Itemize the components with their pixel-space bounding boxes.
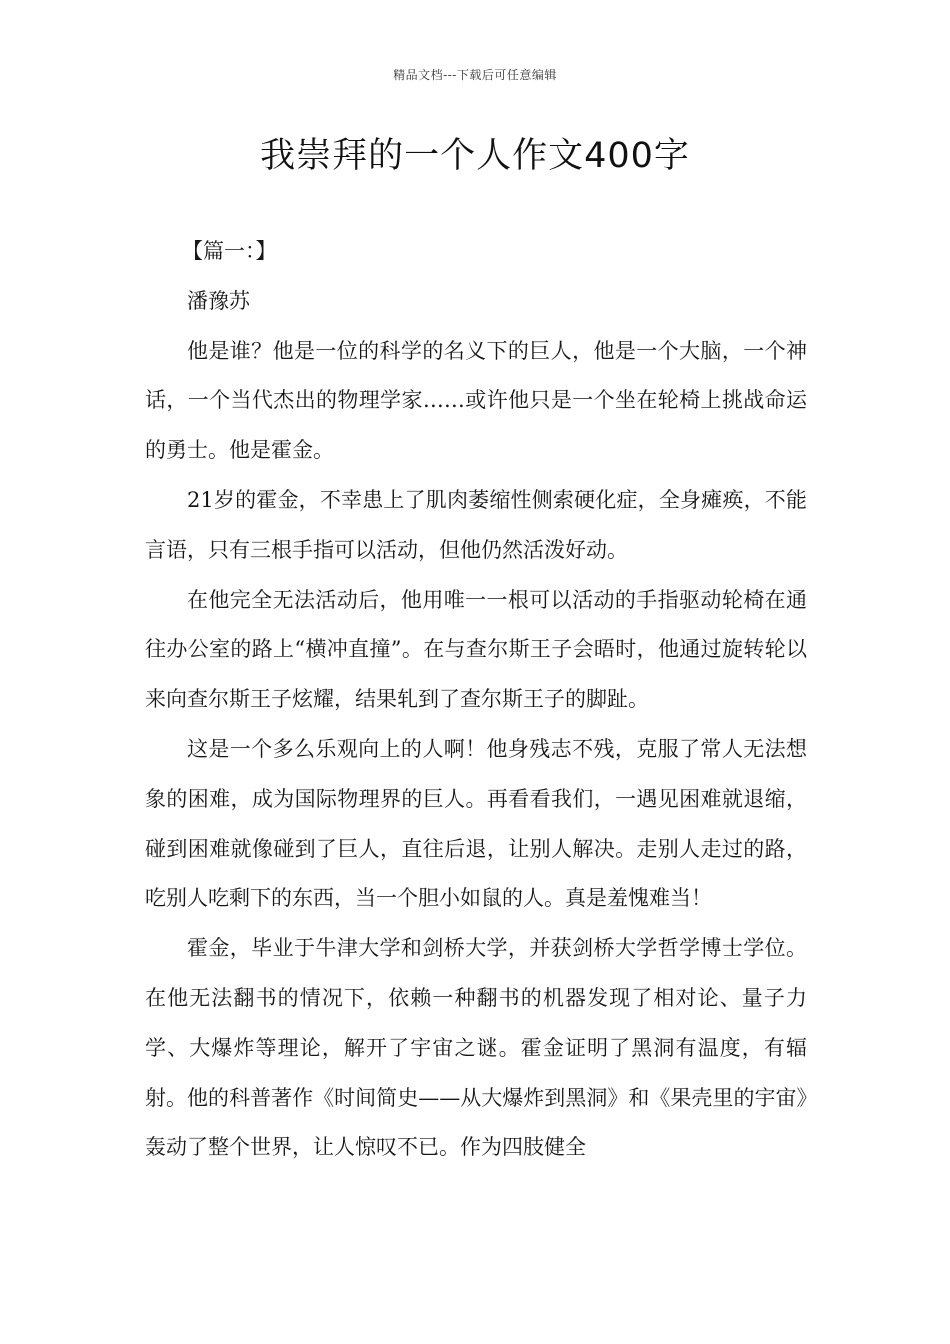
page-title: 我崇拜的一个人作文400字 [260,136,690,176]
paragraph-5: 霍金，毕业于牛津大学和剑桥大学，并获剑桥大学哲学博士学位。在他无法翻书的情况下，依赖一种翻书的机器发现了相对论、量子力学、大爆炸等理论，解开了宇宙之谜。霍金证明了黑洞有温度，有辐射。他的科普著作《时间简史——从大爆炸到黑洞》和《果壳里的宇宙》轰动了整个世界，让人惊叹不已。作为四肢健全 [145,936,807,1160]
header-note: 精品文档---下载后可任意编辑 [393,68,557,82]
paragraph-1: 他是谁？他是一位的科学的名义下的巨人，他是一个大脑，一个神话，一个当代杰出的物理学家……或许他只是一个坐在轮椅上挑战命运的勇士。他是霍金。 [145,338,807,463]
author-line: 潘豫苏 [187,288,250,313]
section-label: 【篇一：】 [182,239,277,263]
paragraph-4: 这是一个多么乐观向上的人啊！他身残志不残，克服了常人无法想象的困难，成为国际物理界的巨人。再看看我们，一遇见困难就退缩，碰到困难就像碰到了巨人，直往后退，让别人解决。走别人走过的路，吃别人吃剩下的东西，当一个胆小如鼠的人。真是羞愧难当！ [145,736,807,911]
paragraph-3: 在他完全无法活动后，他用唯一一根可以活动的手指驱动轮椅在通往办公室的路上“横冲直撞”。在与查尔斯王子会晤时，他通过旋转轮以来向查尔斯王子炫耀，结果轧到了查尔斯王子的脚趾。 [145,587,807,712]
article-body [145,227,807,1173]
paragraph-2: 21岁的霍金，不幸患上了肌肉萎缩性侧索硬化症，全身瘫痪，不能言语，只有三根手指可以活动，但他仍然活泼好动。 [145,487,807,562]
